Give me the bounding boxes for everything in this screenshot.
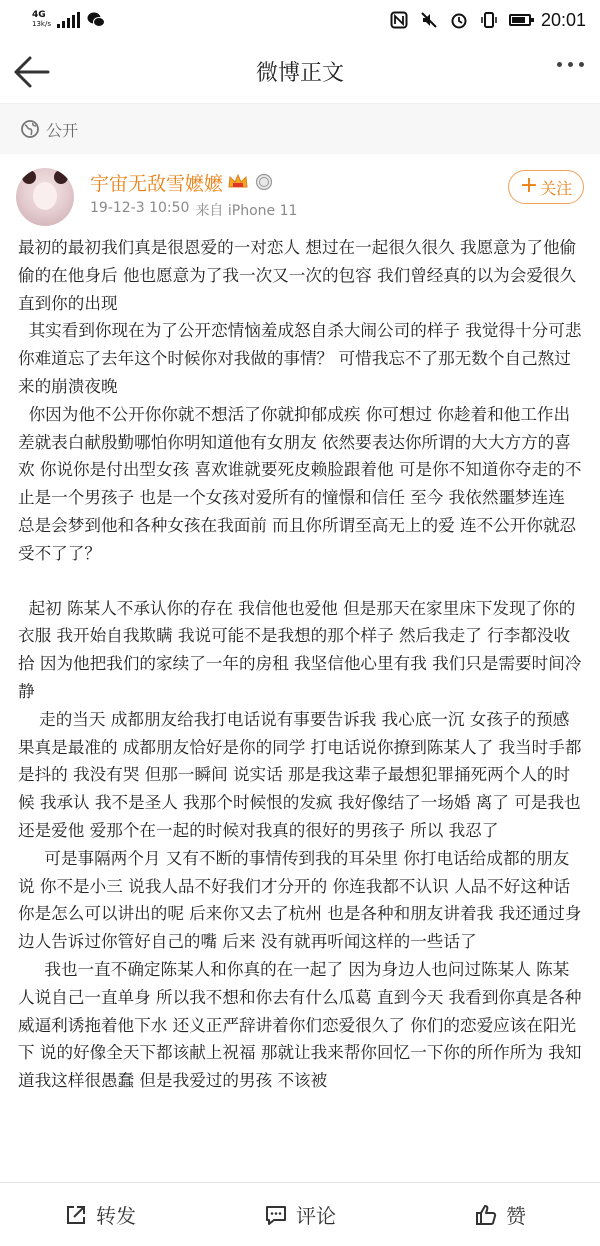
back-arrow-icon bbox=[12, 54, 52, 90]
member-medal-icon[interactable] bbox=[253, 173, 275, 191]
post-meta bbox=[90, 200, 297, 220]
thumbs-up-icon bbox=[474, 1203, 498, 1227]
post-paragraph: 其实看到你现在为了公开恋情恼羞成怒自杀大闹公司的样子 我觉得十分可悲 你难道忘了去年这个时候你对我做的事情？ 可惜我忘不了那无数个自己熬过来的崩溃夜晚 bbox=[18, 321, 587, 396]
follow-plus-icon: + bbox=[519, 173, 539, 198]
like-button[interactable] bbox=[400, 1200, 600, 1229]
battery-icon bbox=[509, 14, 531, 26]
like-label: 赞 bbox=[506, 1204, 526, 1228]
post-source: 来自 iPhone 11 bbox=[195, 203, 298, 219]
repost-label: 转发 bbox=[96, 1204, 136, 1228]
repost-button[interactable] bbox=[0, 1200, 200, 1229]
nav-header bbox=[0, 40, 600, 104]
author-row bbox=[0, 154, 600, 224]
post-paragraph: 走的当天 成都朋友给我打电话说有事要告诉我 我心底一沉 女孩子的预感果真是最准的 成都朋友恰好是你的同学 打电话说你撩到陈某人了 我当时手都是抖的 我没有哭 但那一瞬间 说实话 那是我这辈子最想犯罪捅死两个人的时候 我承认 我不是圣人 我那个时候恨的发疯 我好像结了一场婚 离了 可是我也还是爱他 爱那个在一起的时候对我真的很好的男孩子 所以 我忍了 bbox=[18, 709, 582, 840]
visibility-bar bbox=[0, 104, 600, 154]
avatar-face bbox=[33, 182, 57, 210]
comment-icon bbox=[264, 1203, 288, 1227]
paragraph-gap bbox=[18, 568, 582, 595]
bottom-action-bar bbox=[0, 1182, 600, 1246]
comment-label: 评论 bbox=[296, 1204, 336, 1228]
page-title: 微博正文 bbox=[255, 61, 344, 86]
follow-button[interactable] bbox=[508, 170, 584, 204]
repost-icon bbox=[64, 1203, 88, 1227]
vibrate-icon bbox=[479, 10, 499, 30]
network-indicator bbox=[32, 11, 51, 29]
mute-icon bbox=[419, 10, 439, 30]
comment-button[interactable] bbox=[200, 1200, 400, 1229]
post-paragraph: 可是事隔两个月 又有不断的事情传到我的耳朵里 你打电话给成都的朋友说 你不是小三 说我人品不好我们才分开的 你连我都不认识 人品不好这种话你是怎么可以讲出的呢 后来你又去了杭州 也是各种和朋友讲着我 我还通过身边人告诉过你管好自己的嘴 后来 没有就再听闻这样的一些话了 bbox=[18, 848, 582, 952]
more-dot-icon bbox=[568, 62, 573, 67]
status-time: 20:01 bbox=[540, 9, 586, 30]
post-time: 19-12-3 10:50 bbox=[90, 200, 190, 216]
back-button[interactable] bbox=[12, 54, 52, 90]
signal-icon bbox=[57, 12, 80, 28]
avatar[interactable] bbox=[16, 168, 74, 226]
more-dot-icon bbox=[557, 62, 562, 67]
crown-icon[interactable] bbox=[227, 173, 249, 191]
status-left bbox=[32, 10, 106, 30]
globe-icon bbox=[20, 119, 40, 139]
post-paragraph: 最初的最初我们真是很恩爱的一对恋人 想过在一起很久很久 我愿意为了他偷偷的在他身后 他也愿意为了我一次又一次的包容 我们曾经真的以为会爱很久 直到你的出现 bbox=[18, 238, 582, 313]
author-info bbox=[90, 168, 297, 224]
post-body bbox=[0, 224, 600, 1095]
post-paragraph: 你因为他不公开你你就不想活了你就抑郁成疾 你可想过 你趁着和他工作出差就表白献殷勤哪怕你明知道他有女朋友 依然要表达你所谓的大大方方的喜欢 你说你是付出型女孩 喜欢谁就要死皮赖脸跟着他 可是你不知道你夺走的不止是一个男孩子 也是一个女孩对爱所有的憧憬和信任 至今 我依然噩梦连连 总是会梦到他和各种女孩在我面前 而且你所谓至高无上的爱 连不公开你就忍受不了了？ bbox=[18, 404, 582, 563]
wechat-notification-icon bbox=[86, 10, 106, 30]
network-speed: 13k/s bbox=[32, 20, 51, 28]
more-button[interactable] bbox=[557, 62, 584, 67]
alarm-icon bbox=[449, 10, 469, 30]
post-paragraph: 我也一直不确定陈某人和你真的在一起了 因为身边人也问过陈某人 陈某人说自己一直单身 所以我不想和你去有什么瓜葛 直到今天 我看到你真是各种威逼利诱拖着他下水 还义正严辞讲着你们恋爱很久了 你们的恋爱应该在阳光下 说的好像全天下都该献上祝福 那就让我来帮你回忆一下你的所作所为 我知道我这样很愚蠢 但是我爱过的男孩 不该被 bbox=[18, 959, 582, 1091]
visibility-label: 公开 bbox=[46, 120, 79, 140]
network-type: 4G bbox=[32, 10, 46, 20]
more-dot-icon bbox=[579, 62, 584, 67]
follow-label: 关注 bbox=[540, 178, 573, 198]
post-paragraph: 起初 陈某人不承认你的存在 我信他也爱他 但是那天在家里床下发现了你的衣服 我开始自我欺瞒 我说可能不是我想的那个样子 然后我走了 行李都没收拾 因为他把我们的家续了一年的房租 我坚信他心里有我 我们只是需要时间冷静 bbox=[18, 598, 582, 701]
author-name-row bbox=[90, 168, 297, 196]
author-name[interactable]: 宇宙无敌雪嬷嬷 bbox=[90, 172, 224, 195]
status-right bbox=[389, 10, 586, 31]
nfc-icon bbox=[389, 10, 409, 30]
battery-level bbox=[512, 17, 525, 23]
status-bar bbox=[0, 0, 600, 40]
